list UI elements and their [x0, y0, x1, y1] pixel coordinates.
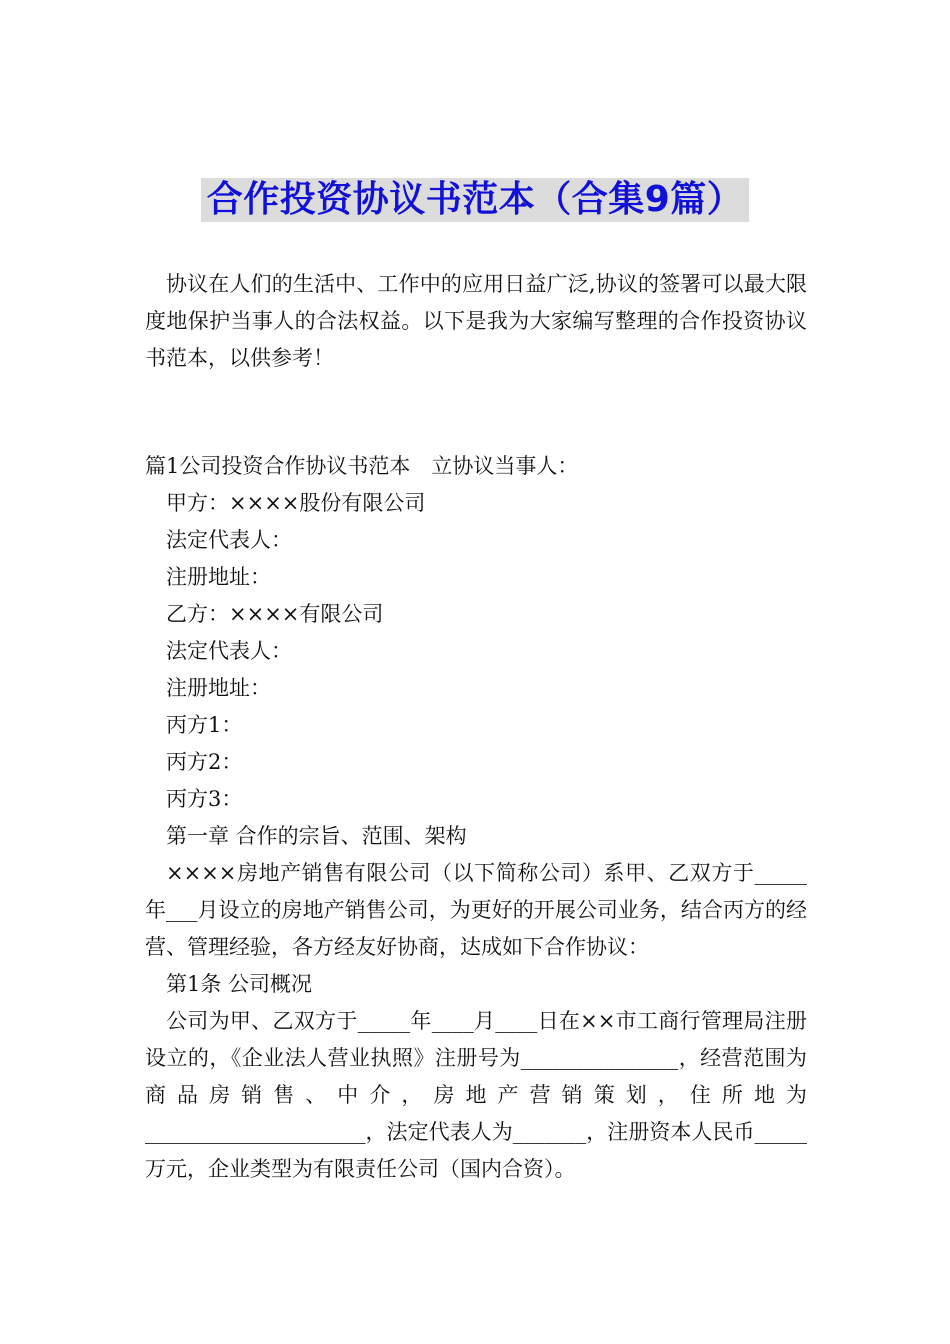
party-a-representative: 法定代表人： — [166, 528, 292, 552]
article-1-heading: 第1条 公司概况 — [166, 972, 313, 996]
intro-section — [145, 266, 807, 377]
agreement-body — [145, 448, 807, 1188]
chapter-1-paragraph: ××××房地产销售有限公司（以下简称公司）系甲、乙双方于_____年___月设立的房地产销售公司，为更好的开展公司业务，结合丙方的经营、管理经验，各方经友好协商，达成如下合作协议： — [145, 861, 807, 959]
intro-paragraph: 协议在人们的生活中、工作中的应用日益广泛,协议的签署可以最大限度地保护当事人的合法权益。以下是我为大家编写整理的合作投资协议书范本，以供参考！ — [145, 272, 807, 370]
section-heading: 篇1公司投资合作协议书范本 立协议当事人： — [145, 454, 579, 478]
title-container — [0, 178, 950, 222]
article-1-paragraph: 公司为甲、乙双方于_____年____月____日在××市工商行管理局注册设立的，《企业法人营业执照》注册号为_______________，经营范围为商品房销售、中介，房地产营销策划，住所地为_____________________，法定代表人为_______，注册资本人民币_____万元，企业类型为有限责任公司（国内合资）。 — [145, 1009, 807, 1181]
document-title: 合作投资协议书范本（合集9篇） — [201, 178, 750, 222]
party-b-address: 注册地址： — [166, 676, 271, 700]
party-a: 甲方：××××股份有限公司 — [166, 491, 426, 515]
chapter-1-heading: 第一章 合作的宗旨、范围、架构 — [166, 824, 467, 848]
party-b: 乙方：××××有限公司 — [166, 602, 384, 626]
party-c1: 丙方1： — [166, 713, 243, 737]
party-c2: 丙方2： — [166, 750, 243, 774]
party-b-representative: 法定代表人： — [166, 639, 292, 663]
party-a-address: 注册地址： — [166, 565, 271, 589]
party-c3: 丙方3： — [166, 787, 243, 811]
